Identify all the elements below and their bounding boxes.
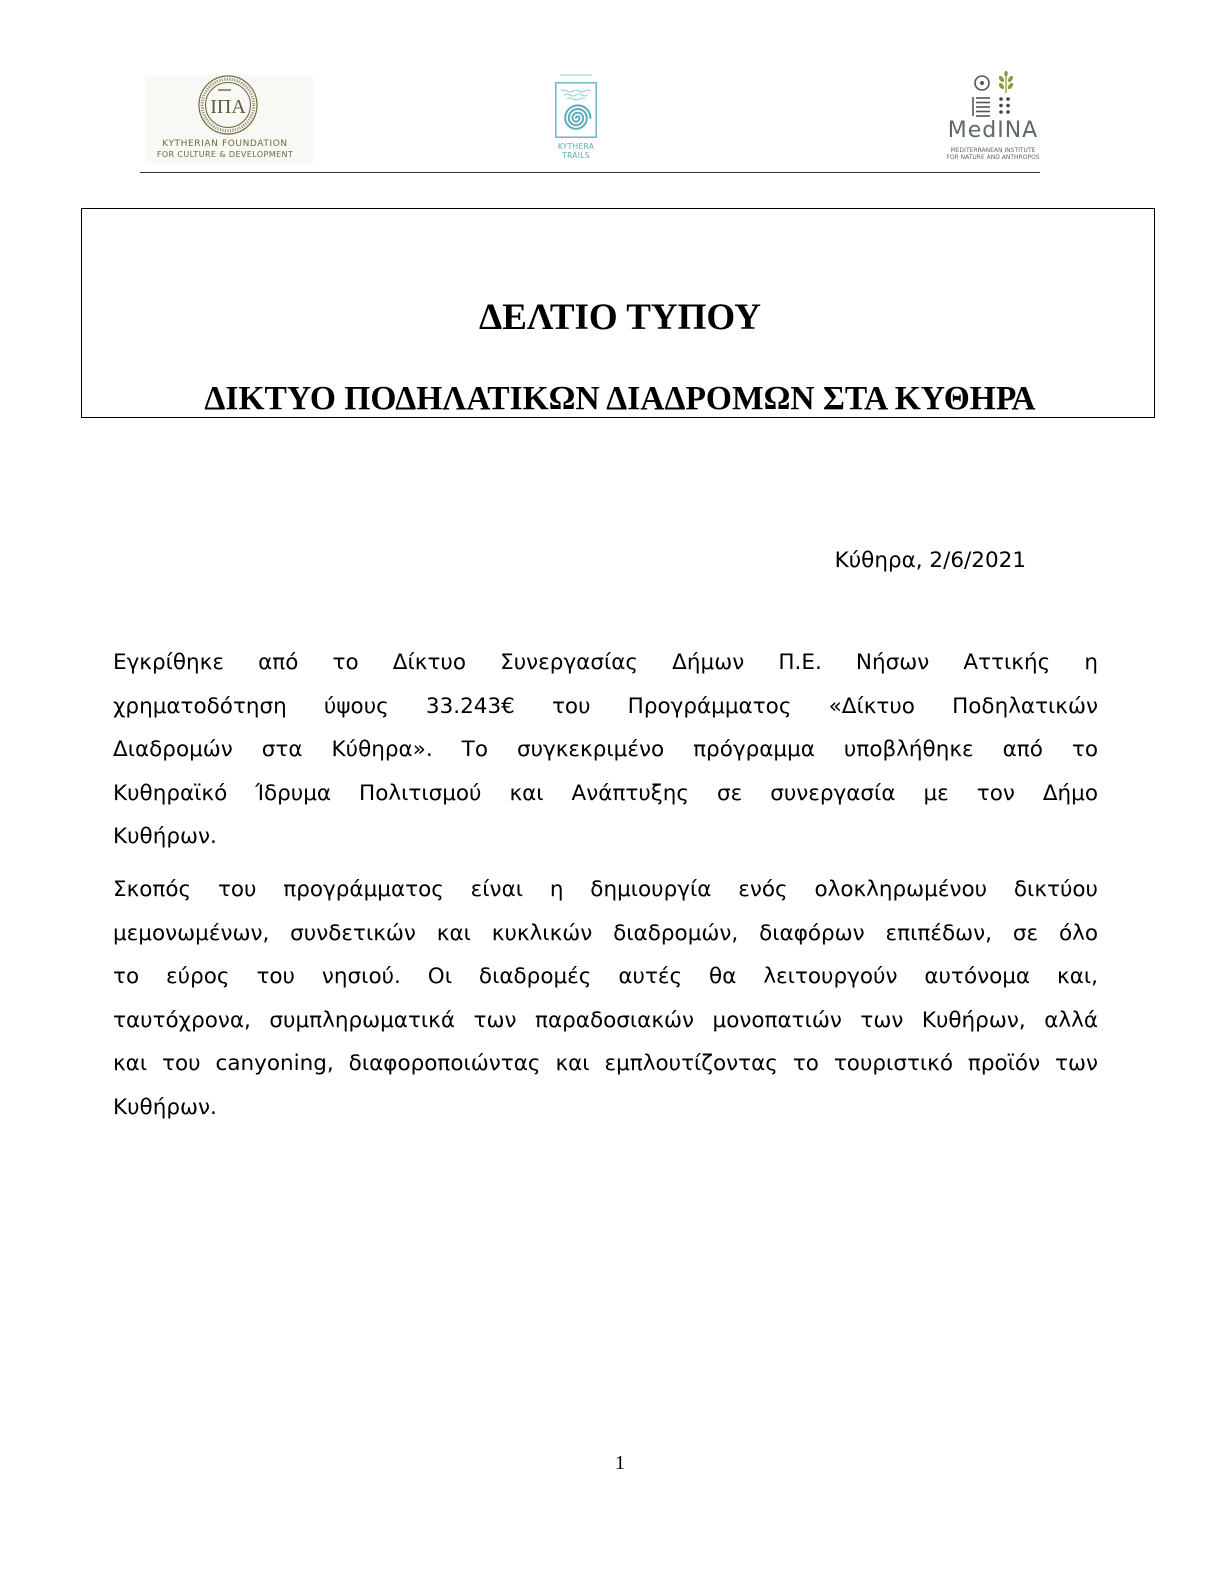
trails-name-line2: TRAILS <box>562 151 590 160</box>
emblem-dot <box>1006 104 1010 108</box>
paragraph-line: Διαδρομών στα Κύθηρα». Το συγκεκριμένο πρόγραμμα υποβλήθηκε από το <box>113 737 1098 762</box>
body-paragraph-2 <box>113 868 1098 1129</box>
paragraph-line: Σκοπός του προγράμματος είναι η δημιουργία ενός ολοκληρωμένου δικτύου <box>113 877 1098 902</box>
trails-wave <box>567 98 585 100</box>
leaf-icon <box>998 82 1005 90</box>
page-title: ΔΕΛΤΙΟ ΤΥΠΟΥ <box>479 297 761 338</box>
release-date: Κύθηρα, 2/6/2021 <box>834 548 1026 573</box>
paragraph-line: Κυθηραϊκό Ίδρυμα Πολιτισμού και Ανάπτυξης σε συνεργασία με τον Δήμο <box>113 780 1098 806</box>
trails-spiral <box>565 105 590 128</box>
foundation-name-line2: FOR CULTURE & DEVELOPMENT <box>156 150 294 159</box>
spiral-icon <box>555 82 597 138</box>
emblem-dot <box>1006 97 1010 101</box>
seal-monogram: ΙΠΑ <box>210 96 246 118</box>
emblem-dot <box>1006 110 1010 114</box>
emblem-dot <box>999 110 1003 114</box>
medina-wordmark: MedINA <box>947 118 1039 143</box>
medina-logo <box>938 68 1048 162</box>
paragraph-line: Εγκρίθηκε από το Δίκτυο Συνεργασίας Δήμων Π.Ε. Νήσων Αττικής η <box>113 650 1098 675</box>
leaf-icon <box>1007 75 1014 83</box>
header-divider <box>140 172 1040 173</box>
trails-tagline-mark <box>560 74 592 76</box>
medina-name-line2: FOR NATURE AND ANTHROPOS <box>946 154 1040 161</box>
trails-wave <box>564 94 588 96</box>
paragraph-line: Κυθήρων. <box>113 824 217 849</box>
kytherian-foundation-logo <box>145 75 313 163</box>
leaf-icon <box>1007 82 1014 90</box>
paragraph-line: και του canyoning, διαφοροποιώντας και εμπλουτίζοντας το τουριστικό προϊόν των <box>113 1051 1098 1076</box>
body-paragraph-1 <box>113 641 1098 859</box>
paragraph-line: μεμονωμένων, συνδετικών και κυκλικών διαδρομών, διαφόρων επιπέδων, σε όλο <box>113 920 1098 946</box>
medina-name-line1: MEDITERRANEAN INSTITUTE <box>950 147 1036 154</box>
seal-icon <box>196 75 260 135</box>
paragraph-line: χρηματοδότηση ύψους 33.243€ του Προγράμματος «Δίκτυο Ποδηλατικών <box>113 693 1098 719</box>
paragraph-line: ταυτόχρονα, συμπληρωματικά των παραδοσιακών μονοπατιών των Κυθήρων, αλλά <box>113 1007 1098 1033</box>
leaf-icon <box>998 75 1005 83</box>
emblem-dot <box>999 104 1003 108</box>
foundation-name-line1: KYTHERIAN FOUNDATION <box>162 139 288 149</box>
trails-wave <box>561 90 591 92</box>
kythera-trails-logo <box>546 68 606 162</box>
leaf-icon <box>1004 71 1008 77</box>
trails-name-line1: KYTHERA <box>557 142 595 151</box>
medina-emblem-icon <box>970 70 1018 118</box>
page-subtitle: ΔΙΚΤΥΟ ΠΟΔΗΛΑΤΙΚΩΝ ΔΙΑΔΡΟΜΩΝ ΣΤΑ ΚΥΘΗΡΑ <box>204 380 1036 417</box>
emblem-dot <box>999 97 1003 101</box>
paragraph-line: Κυθήρων. <box>113 1094 217 1120</box>
paragraph-line: το εύρος του νησιού. Οι διαδρομές αυτές θα λειτουργούν αυτόνομα και, <box>113 964 1098 989</box>
emblem-dot <box>980 81 984 85</box>
page-number: 1 <box>615 1452 625 1474</box>
